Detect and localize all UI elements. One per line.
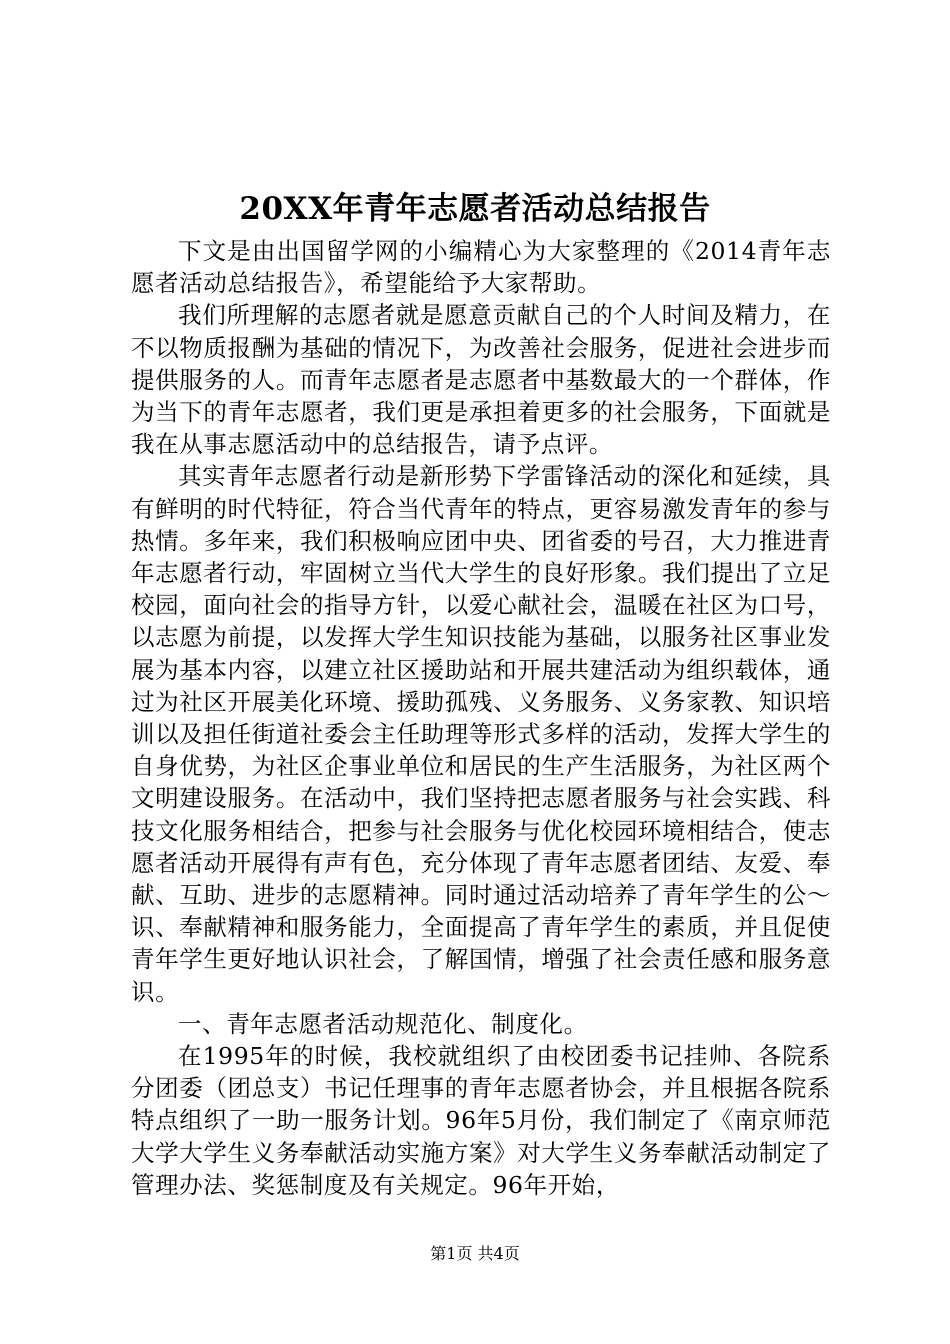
document-body — [131, 235, 831, 1201]
paragraph-activities: 其实青年志愿者行动是新形势下学雷锋活动的深化和延续，具有鲜明的时代特征，符合当代青年的特点，更容易激发青年的参与热情。多年来，我们积极响应团中央、团省委的号召，大力推进青年志愿者行动，牢固树立当代大学生的良好形象。我们提出了立足校园，面向社会的指导方针，以爱心献社会，温暖在社区为口号，以志愿为前提，以发挥大学生知识技能为基础，以服务社区事业发展为基本内容，以建立社区援助站和开展共建活动为组织载体，通过为社区开展美化环境、援助孤残、义务服务、义务家教、知识培训以及担任街道社委会主任助理等形式多样的活动，发挥大学生的自身优势，为社区企事业单位和居民的生产生活服务，为社区两个文明建设服务。在活动中，我们坚持把志愿者服务与社会实践、科技文化服务相结合，把参与社会服务与优化校园环境相结合，使志愿者活动开展得有声有色，充分体现了青年志愿者团结、友爱、奉献、互助、进步的志愿精神。同时通过活动培养了青年学生的公～识、奉献精神和服务能力，全面提高了青年学生的素质，并且促使青年学生更好地认识社会，了解国情，增强了社会责任感和服务意识。 — [131, 462, 831, 1006]
document-title: 20XX年青年志愿者活动总结报告 — [239, 191, 711, 227]
paragraph-history: 在1995年的时候，我校就组织了由校团委书记挂帅、各院系分团委（团总支）书记任理事的青年志愿者协会，并且根据各院系特点组织了一助一服务计划。96年5月份，我们制定了《南京师范大学大学生义务奉献活动实施方案》对大学生义务奉献活动制定了管理办法、奖惩制度及有关规定。96年开始， — [131, 1042, 831, 1199]
section-heading-1: 一、青年志愿者活动规范化、制度化。 — [178, 1009, 588, 1038]
page-footer: 第1页 共4页 — [430, 1244, 520, 1263]
paragraph-definition: 我们所理解的志愿者就是愿意贡献自己的个人时间及精力，在不以物质报酬为基础的情况下，为改善社会服务，促进社会进步而提供服务的人。而青年志愿者是志愿者中基数最大的一个群体，作为当下的青年志愿者，我们更是承担着更多的社会服务，下面就是我在从事志愿活动中的总结报告，请予点评。 — [131, 301, 831, 459]
paragraph-intro: 下文是由出国留学网的小编精心为大家整理的《2014青年志愿者活动总结报告》，希望能给予大家帮助。 — [131, 237, 831, 298]
